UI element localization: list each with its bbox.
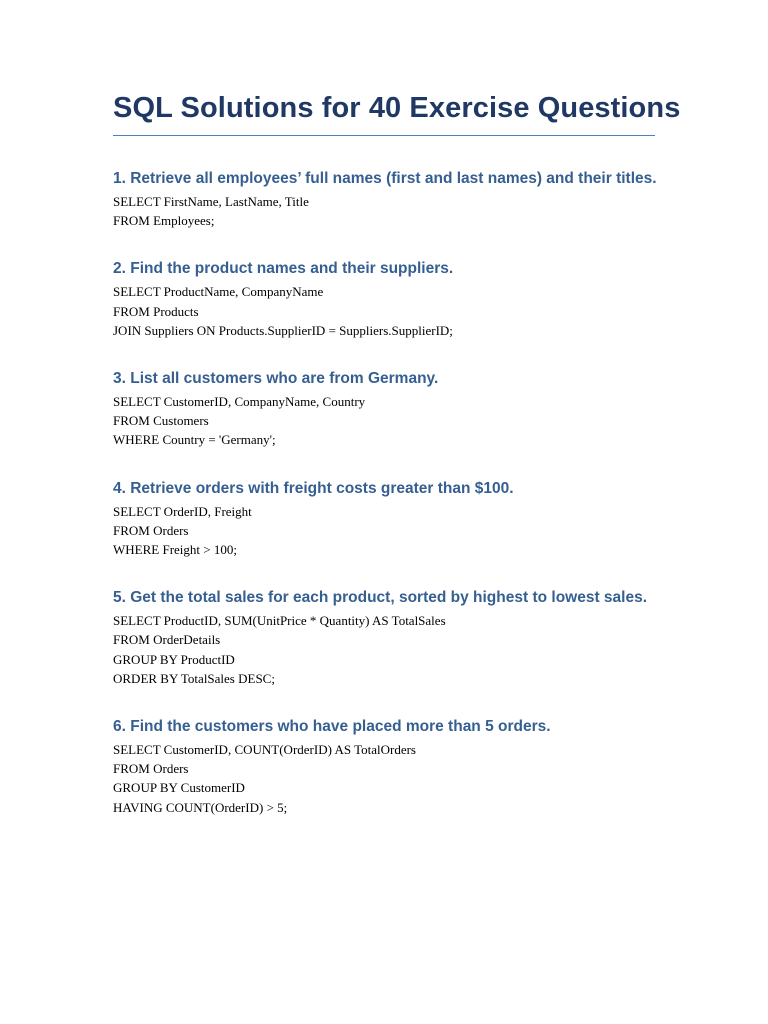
sql-code-line: WHERE Freight > 100; [113, 542, 237, 558]
sql-code-line: SELECT ProductID, SUM(UnitPrice * Quantity) AS TotalSales [113, 613, 446, 629]
question-section-4 [113, 479, 655, 560]
question-heading: 1. Retrieve all employees’ full names (first and last names) and their titles. [113, 170, 657, 187]
question-heading: 5. Get the total sales for each product, sorted by highest to lowest sales. [113, 589, 648, 607]
sql-code-line: FROM Products [113, 303, 199, 319]
question-section-6 [113, 717, 655, 817]
sql-code-line: HAVING COUNT(OrderID) > 5; [113, 799, 288, 815]
sql-code-line: FROM Orders [113, 522, 189, 538]
document-page [113, 88, 681, 817]
sql-code-line: SELECT CustomerID, COUNT(OrderID) AS TotalOrders [113, 742, 416, 758]
sql-code-line: SELECT FirstName, LastName, Title [113, 194, 309, 209]
sql-code-line: SELECT CustomerID, CompanyName, Country [113, 394, 366, 410]
question-section-3 [113, 369, 655, 450]
question-section-1 [113, 169, 655, 230]
question-heading: 6. Find the customers who have placed more than 5 orders. [113, 718, 551, 736]
document-title: SQL Solutions for 40 Exercise Questions [113, 88, 655, 136]
sql-code-line: FROM OrderDetails [113, 632, 221, 648]
sql-code-line: WHERE Country = 'Germany'; [113, 432, 276, 448]
sql-code-line: FROM Orders [113, 761, 189, 777]
sql-code-line: FROM Employees; [113, 213, 215, 229]
question-section-5 [113, 588, 655, 688]
sql-code-line: FROM Customers [113, 413, 209, 429]
question-heading: 2. Find the product names and their suppliers. [113, 260, 454, 278]
sql-code-line: GROUP BY ProductID [113, 651, 235, 667]
sql-code-line: GROUP BY CustomerID [113, 780, 245, 796]
question-section-2 [113, 259, 655, 340]
sql-code-line: SELECT OrderID, Freight [113, 503, 252, 519]
sql-code-line: SELECT ProductName, CompanyName [113, 284, 324, 300]
sql-code-line: JOIN Suppliers ON Products.SupplierID = Suppliers.SupplierID; [113, 322, 453, 338]
sql-code-line: ORDER BY TotalSales DESC; [113, 670, 275, 686]
question-heading: 3. List all customers who are from Germany. [113, 370, 439, 388]
question-heading: 4. Retrieve orders with freight costs greater than $100. [113, 479, 514, 497]
